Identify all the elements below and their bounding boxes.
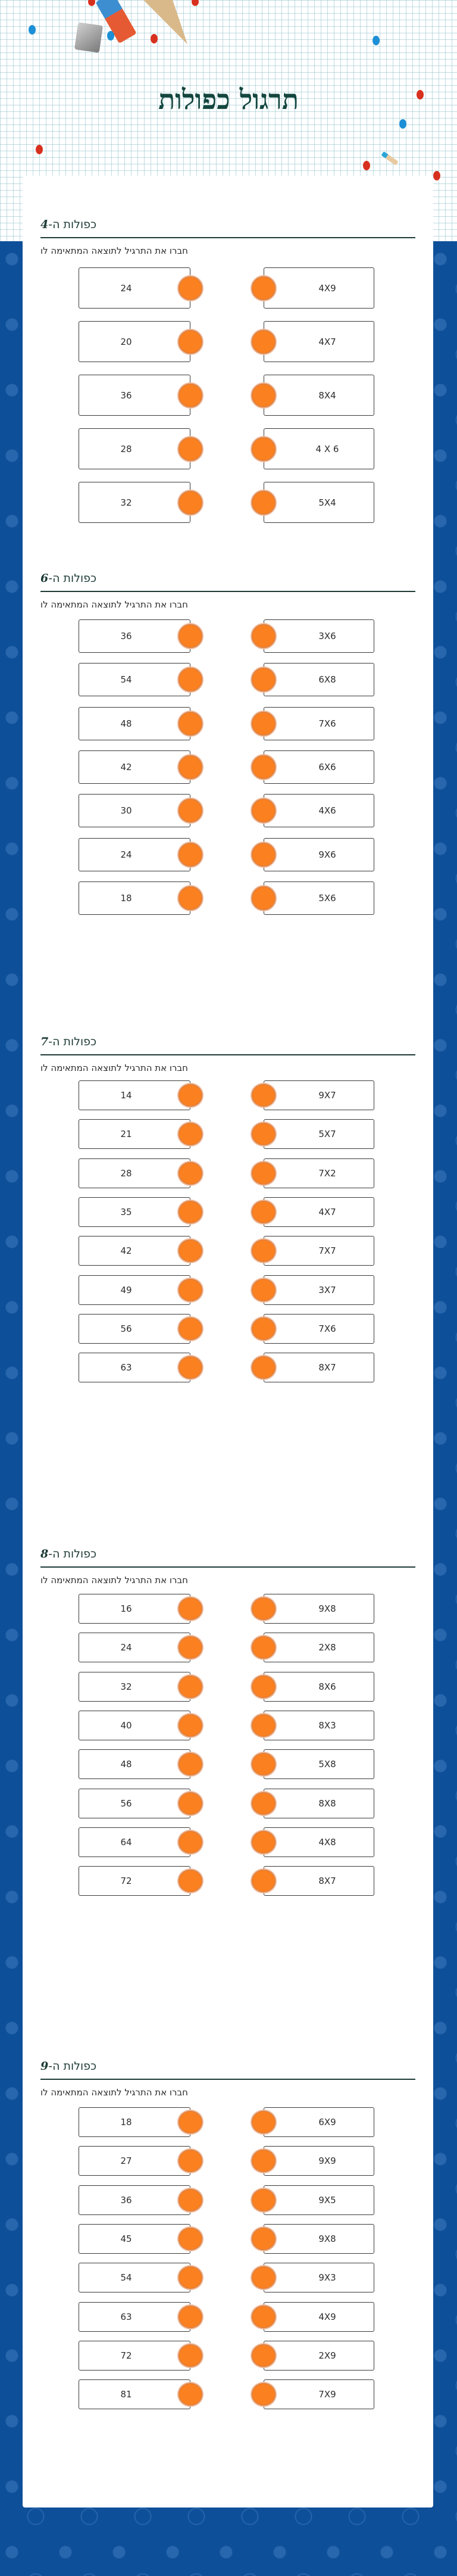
match-row	[0, 2185, 457, 2215]
result-card[interactable]: 21	[79, 1119, 190, 1149]
section-divider	[40, 2079, 415, 2080]
connector-dot-icon[interactable]	[251, 2382, 277, 2407]
result-card[interactable]: 63	[79, 2302, 190, 2332]
connector-dot-icon[interactable]	[177, 2382, 204, 2407]
match-row	[0, 663, 457, 696]
connector-dot-icon[interactable]	[251, 1238, 277, 1263]
connector-dot-icon[interactable]	[177, 2304, 204, 2329]
exercise-card[interactable]: 5X7	[264, 1119, 374, 1149]
connector-dot-icon[interactable]	[177, 1713, 204, 1738]
exercise-card[interactable]: 9X8	[264, 1594, 374, 1624]
connector-dot-icon[interactable]	[251, 711, 277, 737]
match-row	[0, 1866, 457, 1896]
instruction-text: חברו את התרגיל לתוצאה המתאימה לו	[40, 599, 188, 610]
result-card[interactable]: 42	[79, 750, 190, 784]
match-row	[0, 2379, 457, 2409]
connector-dot-icon[interactable]	[251, 1122, 277, 1147]
result-card[interactable]: 48	[79, 1749, 190, 1779]
connector-dot-icon[interactable]	[177, 2265, 204, 2290]
confetti-dot-icon	[399, 119, 406, 129]
exercise-card[interactable]: 7X2	[264, 1158, 374, 1188]
connector-dot-icon[interactable]	[177, 623, 204, 649]
match-row	[0, 1236, 457, 1266]
exercise-card[interactable]: 8X7	[264, 1866, 374, 1896]
exercise-card[interactable]: 8X8	[264, 1789, 374, 1818]
connector-dot-icon[interactable]	[177, 436, 204, 462]
section-title	[40, 2060, 96, 2073]
section-title	[40, 1035, 96, 1048]
match-row	[0, 1353, 457, 1382]
exercise-card[interactable]: 5X6	[264, 881, 374, 915]
connector-dot-icon[interactable]	[251, 1200, 277, 1225]
match-row	[0, 321, 457, 362]
match-row	[0, 1672, 457, 1702]
connector-dot-icon[interactable]	[251, 842, 277, 868]
exercise-card[interactable]: 7X9	[264, 2379, 374, 2409]
match-row	[0, 482, 457, 523]
connector-dot-icon[interactable]	[251, 1791, 277, 1816]
exercise-card[interactable]: 8X4	[264, 375, 374, 416]
result-card[interactable]: 24	[79, 1633, 190, 1662]
confetti-dot-icon	[363, 161, 370, 170]
exercise-card[interactable]: 7X6	[264, 1314, 374, 1344]
match-row	[0, 1080, 457, 1110]
match-row	[0, 1633, 457, 1662]
match-row	[0, 794, 457, 827]
connector-dot-icon[interactable]	[251, 1674, 277, 1699]
section-title-number: 8	[40, 1547, 49, 1560]
connector-dot-icon[interactable]	[177, 1830, 204, 1855]
result-card[interactable]: 40	[79, 1711, 190, 1740]
instruction-text: חברו את התרגיל לתוצאה המתאימה לו	[40, 2087, 188, 2098]
exercise-card[interactable]: 4 X 6	[264, 428, 374, 469]
connector-dot-icon[interactable]	[177, 1596, 204, 1621]
result-card[interactable]: 64	[79, 1827, 190, 1857]
connector-dot-icon[interactable]	[251, 329, 277, 355]
section-divider	[40, 591, 415, 592]
sharpener-icon	[74, 22, 103, 52]
section-title-prefix: כפולות ה-	[48, 1035, 97, 1048]
exercise-card[interactable]: 8X6	[264, 1672, 374, 1702]
connector-dot-icon[interactable]	[177, 1122, 204, 1147]
exercise-card[interactable]: 4X8	[264, 1827, 374, 1857]
connector-dot-icon[interactable]	[177, 1355, 204, 1380]
result-card[interactable]: 54	[79, 2263, 190, 2292]
result-card[interactable]: 27	[79, 2146, 190, 2176]
confetti-dot-icon	[373, 36, 380, 45]
result-card[interactable]: 48	[79, 707, 190, 740]
connector-dot-icon[interactable]	[251, 2110, 277, 2135]
match-row	[0, 1711, 457, 1740]
exercise-card[interactable]: 9X9	[264, 2146, 374, 2176]
exercise-card[interactable]: 6X9	[264, 2107, 374, 2137]
match-row	[0, 1275, 457, 1305]
section-title-number: 7	[40, 1035, 49, 1048]
exercise-card[interactable]: 6X8	[264, 663, 374, 696]
section-title-number: 4	[40, 218, 49, 231]
connector-dot-icon[interactable]	[177, 842, 204, 868]
connector-dot-icon[interactable]	[251, 1635, 277, 1660]
connector-dot-icon[interactable]	[251, 2265, 277, 2290]
match-row	[0, 2263, 457, 2292]
connector-dot-icon[interactable]	[177, 2343, 204, 2368]
confetti-dot-icon	[36, 145, 43, 154]
section-title-number: 9	[40, 2060, 49, 2073]
connector-dot-icon[interactable]	[251, 885, 277, 911]
connector-dot-icon[interactable]	[177, 885, 204, 911]
connector-dot-icon[interactable]	[177, 1674, 204, 1699]
exercise-card[interactable]: 5X8	[264, 1749, 374, 1779]
result-card[interactable]: 20	[79, 321, 190, 362]
confetti-dot-icon	[433, 171, 440, 180]
section-title	[40, 1547, 96, 1560]
connector-dot-icon[interactable]	[177, 490, 204, 516]
connector-dot-icon[interactable]	[177, 2226, 204, 2251]
result-card[interactable]: 24	[79, 838, 190, 871]
instruction-text: חברו את התרגיל לתוצאה המתאימה לו	[40, 1575, 188, 1586]
match-row	[0, 1197, 457, 1227]
result-card[interactable]: 36	[79, 619, 190, 653]
connector-dot-icon[interactable]	[251, 382, 277, 409]
connector-dot-icon[interactable]	[251, 2148, 277, 2173]
connector-dot-icon[interactable]	[177, 1316, 204, 1341]
result-card[interactable]: 14	[79, 1080, 190, 1110]
result-card[interactable]: 36	[79, 375, 190, 416]
exercise-card[interactable]: 8X3	[264, 1711, 374, 1740]
result-card[interactable]: 45	[79, 2224, 190, 2254]
connector-dot-icon[interactable]	[177, 2148, 204, 2173]
connector-dot-icon[interactable]	[251, 490, 277, 516]
connector-dot-icon[interactable]	[177, 382, 204, 409]
result-card[interactable]: 63	[79, 1353, 190, 1382]
match-row	[0, 838, 457, 871]
connector-dot-icon[interactable]	[251, 1752, 277, 1777]
result-card[interactable]: 32	[79, 482, 190, 523]
result-card[interactable]: 18	[79, 881, 190, 915]
section-divider	[40, 237, 415, 238]
connector-dot-icon[interactable]	[177, 2188, 204, 2213]
result-card[interactable]: 32	[79, 1672, 190, 1702]
exercise-card[interactable]: 4X7	[264, 1197, 374, 1227]
section-divider	[40, 1054, 415, 1055]
match-row	[0, 1594, 457, 1624]
connector-dot-icon[interactable]	[251, 754, 277, 780]
exercise-card[interactable]: 2X9	[264, 2341, 374, 2371]
connector-dot-icon[interactable]	[177, 1791, 204, 1816]
connector-dot-icon[interactable]	[177, 666, 204, 693]
section-title-prefix: כפולות ה-	[48, 572, 97, 585]
exercise-card[interactable]: 3X6	[264, 619, 374, 653]
connector-dot-icon[interactable]	[177, 1278, 204, 1303]
exercise-card[interactable]: 3X7	[264, 1275, 374, 1305]
result-card[interactable]: 28	[79, 428, 190, 469]
confetti-dot-icon	[29, 25, 36, 35]
result-card[interactable]: 56	[79, 1789, 190, 1818]
connector-dot-icon[interactable]	[251, 436, 277, 462]
connector-dot-icon[interactable]	[177, 798, 204, 824]
match-row	[0, 1827, 457, 1857]
connector-dot-icon[interactable]	[251, 2188, 277, 2213]
connector-dot-icon[interactable]	[177, 1161, 204, 1186]
result-card[interactable]: 42	[79, 1236, 190, 1266]
exercise-card[interactable]: 8X7	[264, 1353, 374, 1382]
connector-dot-icon[interactable]	[177, 329, 204, 355]
match-row	[0, 619, 457, 653]
connector-dot-icon[interactable]	[177, 754, 204, 780]
connector-dot-icon[interactable]	[177, 1868, 204, 1893]
result-card[interactable]: 72	[79, 1866, 190, 1896]
connector-dot-icon[interactable]	[177, 275, 204, 301]
connector-dot-icon[interactable]	[251, 1868, 277, 1893]
exercise-card[interactable]: 9X6	[264, 838, 374, 871]
match-row	[0, 2224, 457, 2254]
match-row	[0, 375, 457, 416]
connector-dot-icon[interactable]	[251, 1830, 277, 1855]
exercise-card[interactable]: 5X4	[264, 482, 374, 523]
match-row	[0, 881, 457, 915]
exercise-card[interactable]: 9X7	[264, 1080, 374, 1110]
connector-dot-icon[interactable]	[251, 2226, 277, 2251]
exercise-card[interactable]: 4X9	[264, 2302, 374, 2332]
connector-dot-icon[interactable]	[177, 1752, 204, 1777]
result-card[interactable]: 18	[79, 2107, 190, 2137]
connector-dot-icon[interactable]	[177, 1635, 204, 1660]
connector-dot-icon[interactable]	[251, 1596, 277, 1621]
connector-dot-icon[interactable]	[251, 623, 277, 649]
connector-dot-icon[interactable]	[251, 2343, 277, 2368]
connector-dot-icon[interactable]	[177, 1200, 204, 1225]
exercise-card[interactable]: 9X8	[264, 2224, 374, 2254]
result-card[interactable]: 72	[79, 2341, 190, 2371]
connector-dot-icon[interactable]	[177, 711, 204, 737]
instruction-text: חברו את התרגיל לתוצאה המתאימה לו	[40, 1063, 188, 1073]
match-row	[0, 2302, 457, 2332]
connector-dot-icon[interactable]	[251, 1355, 277, 1380]
connector-dot-icon[interactable]	[251, 2304, 277, 2329]
match-row	[0, 428, 457, 469]
connector-dot-icon[interactable]	[251, 1713, 277, 1738]
exercise-card[interactable]: 9X5	[264, 2185, 374, 2215]
connector-dot-icon[interactable]	[251, 798, 277, 824]
match-row	[0, 1158, 457, 1188]
connector-dot-icon[interactable]	[251, 1278, 277, 1303]
match-row	[0, 707, 457, 740]
result-card[interactable]: 54	[79, 663, 190, 696]
connector-dot-icon[interactable]	[177, 1238, 204, 1263]
result-card[interactable]: 49	[79, 1275, 190, 1305]
match-row	[0, 2341, 457, 2371]
connector-dot-icon[interactable]	[177, 2110, 204, 2135]
result-card[interactable]: 16	[79, 1594, 190, 1624]
match-row	[0, 1789, 457, 1818]
match-row	[0, 267, 457, 309]
connector-dot-icon[interactable]	[251, 1161, 277, 1186]
result-card[interactable]: 28	[79, 1158, 190, 1188]
instruction-text: חברו את התרגיל לתוצאה המתאימה לו	[40, 245, 188, 256]
section-title-prefix: כפולות ה-	[48, 1547, 97, 1560]
exercise-card[interactable]: 4X6	[264, 794, 374, 827]
section-title	[40, 218, 96, 231]
exercise-card[interactable]: 7X6	[264, 707, 374, 740]
result-card[interactable]: 36	[79, 2185, 190, 2215]
connector-dot-icon[interactable]	[251, 666, 277, 693]
section-title-prefix: כפולות ה-	[48, 218, 97, 231]
result-card[interactable]: 81	[79, 2379, 190, 2409]
connector-dot-icon[interactable]	[177, 1083, 204, 1108]
exercise-card[interactable]: 6X6	[264, 750, 374, 784]
match-row	[0, 2107, 457, 2137]
confetti-dot-icon	[107, 31, 114, 41]
result-card[interactable]: 30	[79, 794, 190, 827]
connector-dot-icon[interactable]	[251, 275, 277, 301]
section-divider	[40, 1566, 415, 1568]
connector-dot-icon[interactable]	[251, 1083, 277, 1108]
confetti-dot-icon	[151, 34, 158, 43]
page-title: תרגול כפולות	[158, 83, 299, 116]
match-row	[0, 1119, 457, 1149]
section-title-number: 6	[40, 572, 49, 585]
exercise-card[interactable]: 4X7	[264, 321, 374, 362]
section-title-prefix: כפולות ה-	[48, 2060, 97, 2073]
connector-dot-icon[interactable]	[251, 1316, 277, 1341]
match-row	[0, 750, 457, 784]
exercise-card[interactable]: 7X7	[264, 1236, 374, 1266]
exercise-card[interactable]: 9X3	[264, 2263, 374, 2292]
exercise-card[interactable]: 4X9	[264, 267, 374, 309]
match-row	[0, 1749, 457, 1779]
section-title	[40, 572, 96, 585]
result-card[interactable]: 24	[79, 267, 190, 309]
result-card[interactable]: 35	[79, 1197, 190, 1227]
exercise-card[interactable]: 2X8	[264, 1633, 374, 1662]
match-row	[0, 2146, 457, 2176]
result-card[interactable]: 56	[79, 1314, 190, 1344]
match-row	[0, 1314, 457, 1344]
